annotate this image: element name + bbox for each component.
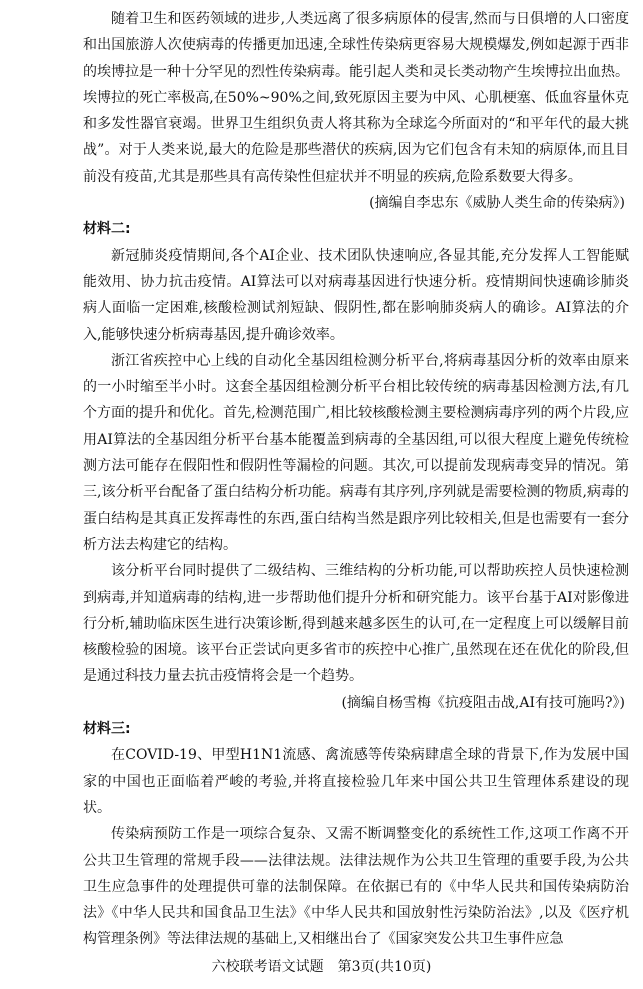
section1-source: (摘编自李忠东《威胁人类生命的传染病》) bbox=[369, 195, 625, 212]
section3-paragraph-1: 在COVID-19、甲型H1N1流感、禽流感等传染病肆虐全球的背景下,作为发展中国家的中国也正面临着严峻的考验,并将直接检验几年来中国公共卫生管理体系建设的现状。 bbox=[83, 747, 629, 816]
section1-paragraph: 随着卫生和医药领域的进步,人类远离了很多病原体的侵害,然而与日俱增的人口密度和出国旅游人次使病毒的传播更加迅速,全球性传染病更容易大规模爆发,例如起源于西非的埃博拉是一种十分罕见的烈性传染病毒。能引起人类和灵长类动物产生埃博拉出血热。埃博拉的死亡率极高,在50%~90%之间,致死原因主要为中风、心肌梗塞、低血容量休克和多发性器官衰竭。世界卫生组织负责人将其称为全球迄今所面对的“和平年代的最大挑战”。对于人类来说,最大的危险是那些潜伏的疾病,因为它们包含有未知的病原体,而且目前没有疫苗,尤其是那些具有高传染性但症状并不明显的疾病,危险系数要大得多。 bbox=[83, 11, 629, 185]
page-footer: 六校联考语文试题 第3页(共10页) bbox=[211, 959, 432, 975]
section2-source: (摘编自杨雪梅《抗疫阻击战,AI有技可施吗?》) bbox=[341, 694, 625, 711]
section2-heading: 材料二: bbox=[83, 221, 131, 238]
section2-paragraph-3: 该分析平台同时提供了二级结构、三维结构的分析功能,可以帮助疾控人员快速检测到病毒,并知道病毒的结构,进一步帮助他们提升分析和研究能力。该平台基于AI对影像进行分析,辅助临床医生进行决策诊断,得到越来越多医生的认可,在一定程度上可以缓解目前核酸检验的困境。该平台正尝试向更多省市的疾控中心推广,虽然现在还在优化的阶段,但是通过科技力量去抗击疫情将会是一个趋势。 bbox=[83, 563, 629, 685]
page-content bbox=[83, 6, 629, 953]
section3-paragraph-2: 传染病预防工作是一项综合复杂、又需不断调整变化的系统性工作,这项工作离不开公共卫生管理的常规手段——法律法规。法律法规作为公共卫生管理的重要手段,为公共卫生应急事件的处理提供可靠的法制保障。在依据已有的《中华人民共和国传染病防治法》《中华人民共和国食品卫生法》《中华人民共和国放射性污染防治法》,以及《医疗机构管理条例》等法律法规的基础上,又相继出台了《国家突发公共卫生事件应急 bbox=[83, 826, 629, 948]
section2-paragraph-1: 新冠肺炎疫情期间,各个AI企业、技术团队快速响应,各显其能,充分发挥人工智能赋能效用、协力抗击疫情。AI算法可以对病毒基因进行快速分析。疫情期间快速确诊肺炎病人面临一定困难,核酸检测试剂短缺、假阴性,都在影响肺炎病人的确诊。AI算法的介入,能够快速分析病毒基因,提升确诊效率。 bbox=[83, 247, 629, 343]
section3-heading: 材料三: bbox=[83, 721, 131, 738]
section2-paragraph-2: 浙江省疾控中心上线的自动化全基因组检测分析平台,将病毒基因分析的效率由原来的一小时缩至半小时。这套全基因组检测分析平台相比较传统的病毒基因检测方法,有几个方面的提升和优化。首先,检测范围广,相比较核酸检测主要检测病毒序列的两个片段,应用AI算法的全基因组分析平台基本能覆盖到病毒的全基因组,可以很大程度上避免传统检测方法可能存在假阳性和假阴性等漏检的问题。其次,可以提前发现病毒变异的情况。第三,该分析平台配备了蛋白结构分析功能。病毒有其序列,序列就是需要检测的物质,病毒的蛋白结构是其真正发挥毒性的东西,蛋白结构当然是跟序列比较相关,但是也需要有一套分析方法去构建它的结构。 bbox=[83, 352, 629, 553]
